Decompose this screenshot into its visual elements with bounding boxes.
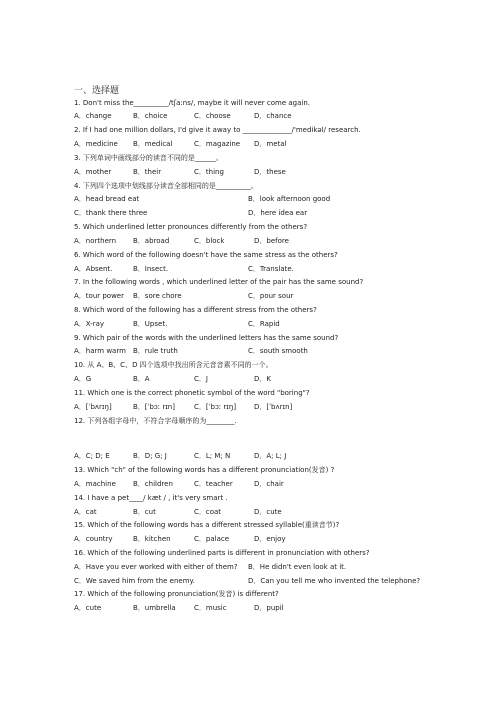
answer-option[interactable]: A．tour power: [74, 292, 124, 300]
answer-option[interactable]: A．change: [74, 112, 112, 120]
answer-option[interactable]: C．choose: [194, 112, 231, 120]
question-number: 5.: [74, 223, 81, 231]
answer-option[interactable]: B．kitchen: [133, 535, 171, 543]
question-text: Which pair of the words with the underlined letters has the same sound?: [80, 334, 339, 342]
question-number: 16.: [74, 549, 86, 557]
question-stem: [74, 590, 279, 599]
question-number: 12.: [74, 417, 86, 425]
answer-option[interactable]: C．thing: [194, 168, 224, 176]
question-text: Which word of the following has a different stress from the others?: [80, 306, 317, 314]
question-number: 14.: [74, 494, 86, 502]
answer-option[interactable]: B．Insect.: [133, 265, 169, 273]
answer-option[interactable]: A．cat: [74, 508, 97, 516]
answer-option[interactable]: C．thank there three: [74, 209, 148, 217]
answer-option[interactable]: B．Upset.: [133, 320, 168, 328]
question-stem: [74, 154, 223, 163]
question-stem: [74, 466, 334, 475]
answer-option[interactable]: A．medicine: [74, 140, 118, 148]
answer-option[interactable]: B．D; G; J: [133, 452, 167, 460]
answer-option[interactable]: B．cut: [133, 508, 156, 516]
question-text: Which word of the following doesn't have the same stress as the others?: [80, 251, 338, 259]
question-text: Which underlined letter pronounces differently from the others?: [80, 223, 308, 231]
answer-option[interactable]: D．cute: [254, 508, 282, 516]
question-text: Don't miss the__________/tʃa:ns/, maybe it will never come again.: [80, 99, 311, 107]
answer-option[interactable]: C．music: [194, 604, 227, 612]
answer-option[interactable]: A．G: [74, 375, 92, 383]
question-stem: [74, 389, 310, 398]
question-stem: [74, 549, 370, 558]
question-text: In the following words , which underlined letter of the pair has the same sound?: [80, 278, 364, 286]
question-text: Which one is the correct phonetic symbol of the word "boring"?: [85, 389, 310, 397]
question-stem: [74, 223, 307, 232]
question-stem: [74, 251, 338, 260]
answer-option[interactable]: B．A: [133, 375, 150, 383]
question-number: 3.: [74, 154, 81, 162]
question-number: 11.: [74, 389, 86, 397]
answer-option[interactable]: D．before: [254, 237, 289, 245]
answer-option[interactable]: D．Can you tell me who invented the telephone?: [248, 577, 421, 585]
answer-option[interactable]: C．J: [194, 375, 208, 383]
question-number: 8.: [74, 306, 81, 314]
answer-option[interactable]: A．head bread eat: [74, 195, 140, 203]
answer-option[interactable]: B．choice: [133, 112, 168, 120]
answer-option[interactable]: A．country: [74, 535, 113, 543]
answer-option[interactable]: B．umbrella: [133, 604, 176, 612]
question-number: 2.: [74, 126, 81, 134]
question-number: 15.: [74, 521, 86, 529]
question-stem: [74, 494, 228, 503]
answer-option[interactable]: D．[ˈbʌrɪn]: [254, 403, 293, 411]
question-number: 17.: [74, 590, 86, 598]
answer-option[interactable]: C．teacher: [194, 480, 233, 488]
answer-option[interactable]: B．He didn't even look at it.: [248, 563, 347, 571]
question-text: If I had one million dollars, I'd give it away to ______________/'medikəl/ research.: [80, 126, 361, 134]
answer-option[interactable]: A．Have you ever worked with either of them?: [74, 563, 238, 571]
answer-option[interactable]: D．enjoy: [254, 535, 286, 543]
answer-option[interactable]: B．abroad: [133, 237, 170, 245]
answer-option[interactable]: A．Absent.: [74, 265, 113, 273]
question-text: 从 A、B、C、D 四个选项中找出所含元音音素不同的一个。: [85, 361, 273, 369]
answer-option[interactable]: D．pupil: [254, 604, 284, 612]
answer-option[interactable]: A．machine: [74, 480, 116, 488]
question-text: Which of the following underlined parts is different in pronunciation with others?: [85, 549, 370, 557]
question-stem: [74, 126, 361, 135]
answer-option[interactable]: A．harm warm: [74, 347, 126, 355]
answer-option[interactable]: C．block: [194, 237, 225, 245]
answer-option[interactable]: C．palace: [194, 535, 230, 543]
question-text: I have a pet____/ kæt / , it's very smart .: [85, 494, 228, 502]
question-stem: [74, 361, 273, 370]
question-text: Which of the following pronunciation(发音) is different?: [85, 590, 279, 598]
question-stem: [74, 182, 258, 191]
answer-option[interactable]: D．metal: [254, 140, 287, 148]
question-number: 1.: [74, 99, 81, 107]
answer-option[interactable]: A．X-ray: [74, 320, 105, 328]
answer-option[interactable]: C．magazine: [194, 140, 241, 148]
question-text: 下列四个选项中划线部分读音全部相同的是__________。: [80, 182, 258, 190]
question-stem: [74, 417, 237, 426]
answer-option[interactable]: A．C; D; E: [74, 452, 110, 460]
question-number: 13.: [74, 466, 86, 474]
question-number: 9.: [74, 334, 81, 342]
question-number: 4.: [74, 182, 81, 190]
question-stem: [74, 99, 310, 108]
answer-option[interactable]: B．rule truth: [133, 347, 178, 355]
section-title: 一、选择题: [74, 86, 120, 96]
question-stem: [74, 334, 338, 343]
answer-option[interactable]: D．these: [254, 168, 286, 176]
answer-option[interactable]: A．cute: [74, 604, 102, 612]
question-number: 10.: [74, 361, 86, 369]
question-text: 下列单词中画线部分的读音不同的是______。: [80, 154, 223, 162]
answer-option[interactable]: B．sore chore: [133, 292, 182, 300]
question-stem: [74, 521, 339, 530]
question-stem: [74, 306, 317, 315]
answer-option[interactable]: C．[ˈbɔː rɪŋ]: [194, 403, 237, 411]
answer-option[interactable]: D．K: [254, 375, 271, 383]
answer-option[interactable]: B．children: [133, 480, 173, 488]
answer-option[interactable]: B．their: [133, 168, 162, 176]
question-number: 6.: [74, 251, 81, 259]
answer-option[interactable]: B．[ˈbɔː rɪn]: [133, 403, 175, 411]
answer-option[interactable]: C．Translate.: [248, 265, 294, 273]
answer-option[interactable]: C．We saved him from the enemy.: [74, 577, 195, 585]
question-text: 下列各组字母中，不符合字母顺序的为________.: [85, 417, 237, 425]
answer-option[interactable]: C．coat: [194, 508, 222, 516]
question-number: 7.: [74, 278, 81, 286]
answer-option[interactable]: D．A; L; J: [254, 452, 287, 460]
answer-option[interactable]: D．here idea ear: [248, 209, 308, 217]
answer-option[interactable]: C．Rapid: [248, 320, 280, 328]
question-text: Which of the following words has a different stressed syllable(重读音节)?: [85, 521, 340, 529]
answer-option[interactable]: D．chair: [254, 480, 284, 488]
answer-option[interactable]: B．medical: [133, 140, 173, 148]
question-text: Which "ch" of the following words has a different pronunciation(发音) ?: [85, 466, 335, 474]
answer-option[interactable]: A．northern: [74, 237, 117, 245]
answer-option[interactable]: B．look afternoon good: [248, 195, 331, 203]
answer-option[interactable]: C．pour sour: [248, 292, 294, 300]
question-stem: [74, 278, 363, 287]
answer-option[interactable]: C．south smooth: [248, 347, 308, 355]
answer-option[interactable]: D．chance: [254, 112, 292, 120]
answer-option[interactable]: C．L; M; N: [194, 452, 231, 460]
answer-option[interactable]: A．mother: [74, 168, 112, 176]
answer-option[interactable]: A．[ˈbʌrɪŋ]: [74, 403, 112, 411]
